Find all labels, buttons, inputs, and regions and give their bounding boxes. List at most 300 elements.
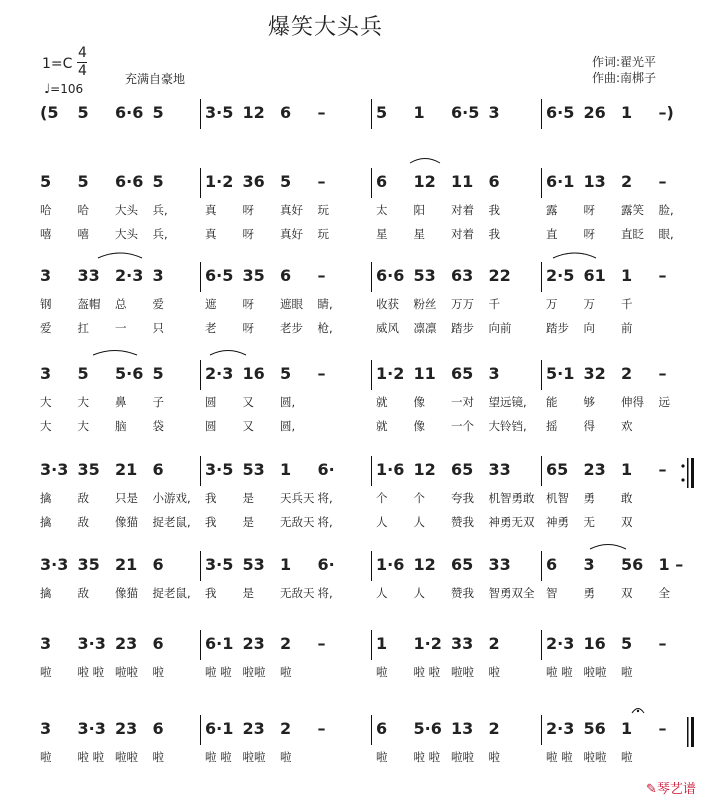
expression-marking: 充满自豪地 [125,72,186,86]
lyric-syllable: 大 [40,395,52,409]
lyric-syllable: 呀 [242,227,254,241]
note-beat: –) [658,103,674,122]
note-beat: 65 [451,460,474,479]
lyric-syllable: 直眨 [621,227,644,241]
site-logo [646,778,696,797]
lyric-syllable: 盔帽 [77,297,101,311]
quarter-note-icon: ♩ [44,82,51,97]
lyric-syllable: 像 [413,419,425,433]
lyric-syllable: 双 [621,515,633,529]
lyric-syllable: 真好 [280,203,303,217]
note-beat: 1 [621,103,633,122]
note-beat: – [317,719,326,738]
final-barline-thin [687,717,689,747]
lyric-syllable: 呀 [242,321,254,335]
lyric-syllable: 啦啦 [451,750,474,764]
lyric-syllable: 哈 [40,203,52,217]
lyric-syllable: 脸, [658,203,674,217]
lyric-syllable: 无 [583,515,595,529]
lyric-syllable: 人 [376,515,388,529]
note-beat: 3·5 [205,555,234,574]
note-beat: 12 [413,460,436,479]
note-beat: 6·6 [115,172,144,191]
note-beat: 3·3 [40,555,69,574]
note-beat: 3 [152,266,164,285]
lyric-syllable: 啦 [376,665,388,679]
note-beat: 2·3 [546,634,575,653]
note-beat: 6·5 [451,103,480,122]
lyric-syllable: 机智 [546,491,569,505]
lyric-syllable: 万万 [451,297,474,311]
lyric-syllable: 将, [317,491,333,505]
note-beat: 12 [413,555,436,574]
lyric-syllable: 遮眼 [280,297,303,311]
lyric-syllable: 是 [242,491,254,505]
note-beat: 1·6 [376,555,405,574]
lyric-syllable: 擒 [40,586,52,600]
lyric-syllable: 敌 [77,586,89,600]
note-beat: 6·6 [376,266,405,285]
note-beat: 11 [413,364,436,383]
note-beat: 6·1 [546,172,575,191]
lyric-syllable: 粉丝 [413,297,437,311]
note-beat: 6 [152,460,164,479]
lyric-syllable: 够 [583,395,595,409]
lyric-syllable: 智 [546,586,558,600]
note-beat: 5·1 [546,364,575,383]
lyric-syllable: 个 [413,491,425,505]
note-beat: 6· [317,555,335,574]
lyric-syllable: 啦 啦 [77,665,105,679]
note-beat: 3·3 [77,634,106,653]
note-beat: 6 [280,266,292,285]
key-signature: 1=C [42,56,73,72]
lyric-syllable: 捉老鼠, [152,586,191,600]
note-beat: 12 [413,172,436,191]
final-barline-thick [691,717,694,747]
lyric-syllable: 个 [376,491,388,505]
lyric-syllable: 星 [413,227,425,241]
lyric-syllable: 我 [205,491,217,505]
lyric-syllable: 啦 [488,665,500,679]
lyric-syllable: 敢 [621,491,633,505]
lyric-syllable: 啦 [280,665,292,679]
lyricist-credit: 作词:翟光平 [592,55,657,69]
lyric-syllable: 玩 [317,227,329,241]
note-beat: – [658,634,667,653]
lyric-syllable: 阳 [413,203,425,217]
repeat-barline-thick [691,458,694,488]
note-beat: 6 [280,103,292,122]
note-beat: 5 [152,172,164,191]
lyric-syllable: 我 [205,515,217,529]
note-beat: 65 [546,460,569,479]
lyric-syllable: 啦 [40,750,52,764]
note-beat: 1 [621,460,633,479]
note-beat: 2·3 [205,364,234,383]
lyric-syllable: 圆 [205,395,217,409]
lyric-syllable: 大头 [115,227,138,241]
note-beat: 1 [376,634,388,653]
note-beat: 5 [280,364,292,383]
note-beat: 32 [583,364,606,383]
note-beat: 2 [488,719,500,738]
note-beat: 23 [242,719,265,738]
note-beat: 26 [583,103,606,122]
slur [553,253,596,258]
lyric-syllable: 捉老鼠, [152,515,191,529]
lyric-syllable: 神勇无双 [488,515,535,529]
lyric-syllable: 啦 [621,665,633,679]
lyric-syllable: 玩 [317,203,329,217]
lyric-syllable: 啦啦 [115,750,138,764]
note-beat: 6· [317,460,335,479]
note-beat: – [658,172,667,191]
note-beat: 3·5 [205,460,234,479]
lyric-syllable: 大头 [115,203,138,217]
lyric-syllable: 像 [413,395,425,409]
lyric-syllable: 啦啦 [583,750,607,764]
note-beat: 36 [242,172,265,191]
lyric-syllable: 呀 [242,297,254,311]
lyric-syllable: 无敌天 [280,515,315,529]
slur [410,159,440,164]
note-beat: 53 [242,555,265,574]
lyric-syllable: 对着 [451,203,474,217]
lyric-syllable: 赞我 [451,515,474,529]
lyric-syllable: 对着 [451,227,474,241]
lyric-syllable: 圆 [205,419,217,433]
note-beat: – [658,266,667,285]
lyric-syllable: 夸我 [451,491,474,505]
note-beat: 6·1 [205,634,234,653]
lyric-syllable: 擒 [40,491,52,505]
note-beat: 5·6 [413,719,442,738]
repeat-dot-upper [681,464,684,467]
lyric-syllable: 扛 [77,321,89,335]
lyric-syllable: 露 [546,203,558,217]
note-beat: 35 [77,555,100,574]
lyric-syllable: 千 [621,297,633,311]
lyric-syllable: 小游戏, [152,491,191,505]
lyric-syllable: 又 [242,419,254,433]
note-beat: – [317,364,326,383]
note-beat: 3 [40,634,52,653]
note-beat: – [317,634,326,653]
lyric-syllable: 一 [115,321,127,335]
lyric-syllable: 老 [205,321,217,335]
note-beat: 1·2 [376,364,405,383]
lyric-syllable: 星 [376,227,388,241]
note-beat: 6 [488,172,500,191]
lyric-syllable: 袋 [152,419,164,433]
lyric-syllable: 能 [546,395,558,409]
lyric-syllable: 全 [658,586,670,600]
note-beat: 6·5 [205,266,234,285]
note-beat: 5 [152,364,164,383]
note-beat: 35 [77,460,100,479]
composer-credit: 作曲:南梆子 [592,71,657,85]
slur [590,545,626,550]
lyric-syllable: 枪, [317,321,333,335]
lyric-syllable: 钢 [40,297,52,311]
lyric-syllable: 大 [40,419,52,433]
lyric-syllable: 爱 [40,321,52,335]
lyric-syllable: 大铃铛, [488,419,527,433]
note-beat: 1·6 [376,460,405,479]
lyric-syllable: 威风 [376,321,399,335]
lyric-syllable: 啦啦 [451,665,474,679]
lyric-syllable: 露笑 [621,203,644,217]
note-beat: 3 [488,364,500,383]
lyric-syllable: 真 [205,203,217,217]
lyric-syllable: 脑 [115,419,127,433]
lyric-syllable: 真 [205,227,217,241]
lyric-syllable: 真好 [280,227,303,241]
lyric-syllable: 敌 [77,515,89,529]
note-beat: – [317,103,326,122]
note-beat: 2 [280,719,292,738]
note-beat: 5 [77,172,89,191]
lyric-syllable: 啦 啦 [205,750,232,764]
lyric-syllable: 啦 [40,665,52,679]
note-beat: 3 [488,103,500,122]
note-beat: 35 [242,266,265,285]
lyric-syllable: 是 [242,515,254,529]
note-beat: 2 [488,634,500,653]
time-signature-top: 4 [78,45,87,61]
lyric-syllable: 啦 [488,750,500,764]
lyric-syllable: 啦啦 [242,665,266,679]
tempo-value: =106 [50,82,84,96]
note-beat: 1 [280,555,292,574]
note-beat: 53 [242,460,265,479]
note-beat: 6 [152,555,164,574]
note-beat: 2·5 [546,266,575,285]
lyric-syllable: 勇 [583,586,595,600]
note-beat: 63 [451,266,474,285]
lyric-syllable: 欢 [621,419,633,433]
lyric-syllable: 千 [488,297,500,311]
lyric-syllable: 勇 [583,491,595,505]
lyric-syllable: 伸得 [621,395,644,409]
note-beat: 2 [621,172,633,191]
lyric-syllable: 大 [77,419,89,433]
lyric-syllable: 呀 [583,227,595,241]
lyric-syllable: 圆, [280,419,296,433]
note-beat: 1 [413,103,425,122]
note-beat: 1·2 [205,172,234,191]
lyric-syllable: 收获 [376,297,399,311]
note-beat: 1 [621,266,633,285]
lyric-syllable: 机智勇敢 [488,491,535,505]
lyric-syllable: 一个 [451,419,474,433]
lyric-syllable: 啦啦 [242,750,266,764]
note-beat: 16 [583,634,606,653]
note-beat: 6 [152,634,164,653]
lyric-syllable: 我 [205,586,217,600]
lyric-syllable: 像猫 [115,586,138,600]
lyric-syllable: 将, [317,586,333,600]
note-beat: 23 [115,719,138,738]
lyric-syllable: 啦 啦 [413,750,441,764]
note-beat: 23 [242,634,265,653]
note-beat: 12 [242,103,265,122]
repeat-barline-thin [687,458,689,488]
note-beat: 56 [621,555,644,574]
note-beat: 33 [451,634,474,653]
note-beat: 21 [115,460,138,479]
slur [98,253,142,258]
note-beat: – [317,172,326,191]
lyric-syllable: 擒 [40,515,52,529]
note-beat: 1 [280,460,292,479]
note-beat: 2·3 [115,266,144,285]
note-beat: 53 [413,266,436,285]
lyric-syllable: 子 [152,395,164,409]
lyric-syllable: 啦 [152,750,164,764]
song-title: 爆笑大头兵 [268,15,384,40]
lyric-syllable: 智勇双全 [488,586,535,600]
lyric-syllable: 呀 [242,203,254,217]
note-beat: 33 [77,266,100,285]
lyric-syllable: 啦 啦 [205,665,232,679]
lyric-syllable: 双 [621,586,633,600]
lyric-syllable: 老步 [280,321,303,335]
lyric-syllable: 凛凛 [413,321,437,335]
note-beat: 61 [583,266,606,285]
note-beat: 5 [621,634,633,653]
lyric-syllable: 总 [115,297,127,311]
lyric-syllable: 啦啦 [115,665,138,679]
note-beat: 33 [488,460,511,479]
note-beat: 5 [376,103,388,122]
lyric-syllable: 我 [488,227,500,241]
lyric-syllable: 啦 [621,750,633,764]
lyric-syllable: 啦 [376,750,388,764]
note-beat: 6·5 [546,103,575,122]
lyric-syllable: 嘻 [40,227,52,241]
note-beat: 21 [115,555,138,574]
note-beat: 6 [376,719,388,738]
lyric-syllable: 兵, [152,203,168,217]
lyric-syllable: 啦 [152,665,164,679]
lyric-syllable: 一对 [451,395,474,409]
lyric-syllable: 直 [546,227,558,241]
note-beat: 33 [488,555,511,574]
lyric-syllable: 万 [583,297,595,311]
note-beat: 23 [583,460,606,479]
lyric-syllable: 啦啦 [583,665,607,679]
note-beat: 3 [40,719,52,738]
lyric-syllable: 摇 [546,419,558,433]
note-beat: (5 [40,103,59,122]
lyric-syllable: 人 [376,586,388,600]
note-beat: 3 [583,555,595,574]
lyric-syllable: 哈 [77,203,89,217]
lyric-syllable: 啦 啦 [77,750,105,764]
note-beat: 5 [77,364,89,383]
note-beat: 65 [451,555,474,574]
note-beat: – [658,364,667,383]
lyric-syllable: 就 [376,395,388,409]
note-beat: 5·6 [115,364,144,383]
lyric-syllable: 太 [376,203,388,217]
lyric-syllable: 遮 [205,297,217,311]
note-beat: 5 [40,172,52,191]
lyric-syllable: 又 [242,395,254,409]
lyric-syllable: 前 [621,321,633,335]
note-beat: 3 [40,266,52,285]
note-beat: 13 [451,719,474,738]
note-beat: 13 [583,172,606,191]
lyric-syllable: 兵, [152,227,168,241]
note-beat: 11 [451,172,474,191]
lyric-syllable: 将, [317,515,333,529]
note-beat: 1·2 [413,634,442,653]
note-beat: 23 [115,634,138,653]
lyric-syllable: 人 [413,515,425,529]
note-beat: 6·1 [205,719,234,738]
note-beat: 6 [376,172,388,191]
note-beat: 5 [152,103,164,122]
slur [210,351,246,356]
lyric-syllable: 得 [583,419,595,433]
note-beat: 6·6 [115,103,144,122]
note-beat: – [658,719,667,738]
lyric-syllable: 无敌天 [280,586,315,600]
lyric-syllable: 像猫 [115,515,138,529]
lyric-syllable: 踏步 [546,321,569,335]
lyric-syllable: 爱 [152,297,164,311]
lyric-syllable: 睛, [317,297,333,311]
note-beat: 3·3 [40,460,69,479]
lyric-syllable: 啦 啦 [413,665,441,679]
lyric-syllable: 向前 [488,321,512,335]
note-beat: – [317,266,326,285]
note-beat: 3·5 [205,103,234,122]
lyric-syllable: 呀 [583,203,595,217]
lyric-syllable: 只是 [115,491,138,505]
lyric-syllable: 就 [376,419,388,433]
lyric-syllable: 万 [546,297,558,311]
note-beat: 5 [280,172,292,191]
lyric-syllable: 眼, [658,227,674,241]
note-beat: 1 – [658,555,684,574]
lyric-syllable: 赞我 [451,586,474,600]
lyric-syllable: 是 [242,586,254,600]
repeat-dot-lower [681,478,684,481]
lyric-syllable: 敌 [77,491,89,505]
lyric-syllable: 神勇 [546,515,569,529]
slur [93,351,137,356]
logo-icon: ✎ [646,782,657,797]
lyric-syllable: 只 [152,321,164,335]
note-beat: 6 [152,719,164,738]
time-signature-bottom: 4 [78,63,87,79]
logo-text: 琴艺谱 [656,782,696,797]
note-beat: 5 [77,103,89,122]
note-beat: – [658,460,667,479]
lyric-syllable: 嘻 [77,227,89,241]
lyric-syllable: 望远镜, [488,395,527,409]
lyric-syllable: 大 [77,395,89,409]
lyric-syllable: 啦 [280,750,292,764]
note-beat: 65 [451,364,474,383]
note-beat: 2·3 [546,719,575,738]
lyric-syllable: 圆, [280,395,296,409]
note-beat: 2 [621,364,633,383]
